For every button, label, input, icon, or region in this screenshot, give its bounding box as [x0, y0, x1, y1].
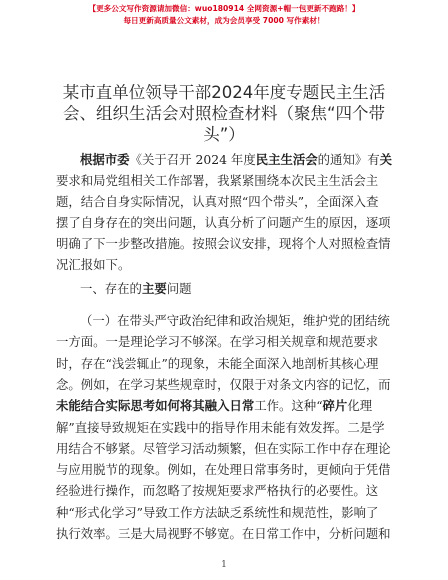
- text-segment: 况汇报如下。: [56, 257, 131, 272]
- document-title-line-1: 某市直单位领导干部2024年度专题民主生活: [62, 83, 386, 102]
- intro-line: [56, 255, 392, 275]
- body-line: [56, 396, 392, 416]
- body-line: [56, 481, 392, 501]
- intro-line: [56, 213, 392, 233]
- page-number: 1: [221, 560, 227, 570]
- promo-banner-line-1: 【更多公文写作资源请加微信：wuo180914 全网资源+帽一包更新不跑路！】: [88, 4, 360, 13]
- text-segment: 要求和局党组相关工作部署，我紧紧围绕本次民主生活会主: [56, 173, 379, 188]
- intro-line: [80, 150, 392, 170]
- body-line: [56, 439, 392, 459]
- body-line: [56, 354, 392, 374]
- text-segment: 念。例如，在学习某些规章时，仅限于对条文内容的记忆，而: [56, 376, 391, 392]
- text-segment: 种“形式化学习”导致工作方法缺乏系统性和规范性，影响了: [56, 504, 379, 520]
- body-line: [56, 503, 392, 523]
- body-line: [80, 311, 392, 331]
- intro-line: [56, 192, 392, 212]
- section-heading: [80, 279, 392, 299]
- text-segment: 明确了下一步整改措施。按照会议安排，现将个人对照检查情: [56, 236, 391, 251]
- bold-text-segment: 未能结合实际思考如何将其融入日常: [56, 398, 255, 414]
- text-segment: 执行效率。三是大局视野不够宽。在日常工作中，分析问题和: [56, 526, 391, 541]
- text-segment: 经验进行操作，而忽略了按规矩要求严格执行的必要性。这: [56, 483, 379, 499]
- text-segment: 题，结合自身实际情况，认真对照“四个带头”，全面深入查: [56, 194, 379, 209]
- text-segment: 时，存在“浅尝辄止”的现象，未能全面深入地剖析其核心理: [56, 355, 379, 371]
- body-line: [56, 375, 392, 395]
- text-segment: 用结合不够紧。尽管学习活动频繁，但在实际工作中存在理论: [56, 440, 391, 456]
- intro-line: [56, 171, 392, 191]
- promo-banner-line-2: 每日更新高质量公文素材，成为会员享受 7000 写作素材！: [123, 16, 325, 25]
- body-line: [56, 524, 392, 544]
- bold-text-segment: 碎片: [322, 398, 348, 414]
- intro-line: [56, 234, 392, 254]
- bold-text-segment: 关: [379, 152, 392, 167]
- text-segment: 《关于召开 2024 年度: [129, 152, 256, 167]
- body-line: [56, 332, 392, 352]
- text-segment: 的通知》有: [317, 152, 380, 167]
- text-segment: （一）在带头严守政治纪律和政治规矩，维护党的团结统: [80, 313, 390, 328]
- text-segment: 一方面。一是理论学习不够深。在学习相关规章和规范要求: [56, 334, 379, 350]
- text-segment: 问题: [166, 281, 192, 296]
- text-segment: 摆了自身存在的突出问题，认真分析了问题产生的原因，逐项: [56, 215, 391, 230]
- bold-text-segment: 根据市委: [80, 152, 130, 167]
- document-title-line-2: 会、组织生活会对照检查材料（聚焦“四个带: [62, 104, 386, 123]
- bold-text-segment: 主要: [141, 281, 167, 296]
- text-segment: 工作。这种“: [254, 398, 323, 414]
- body-line: [56, 418, 392, 438]
- text-segment: 解”直接导致规矩在实践中的指导作用未能有效发挥。二是学: [56, 419, 385, 435]
- text-segment: 化理: [347, 398, 373, 414]
- body-line: [56, 460, 392, 480]
- text-segment: 一、存在的: [80, 281, 142, 296]
- document-title-line-3: 头”）: [203, 125, 245, 144]
- bold-text-segment: 民主生活会: [255, 152, 318, 167]
- text-segment: 与应用脱节的现象。例如，在处理日常事务时，更倾向于凭借: [56, 462, 391, 478]
